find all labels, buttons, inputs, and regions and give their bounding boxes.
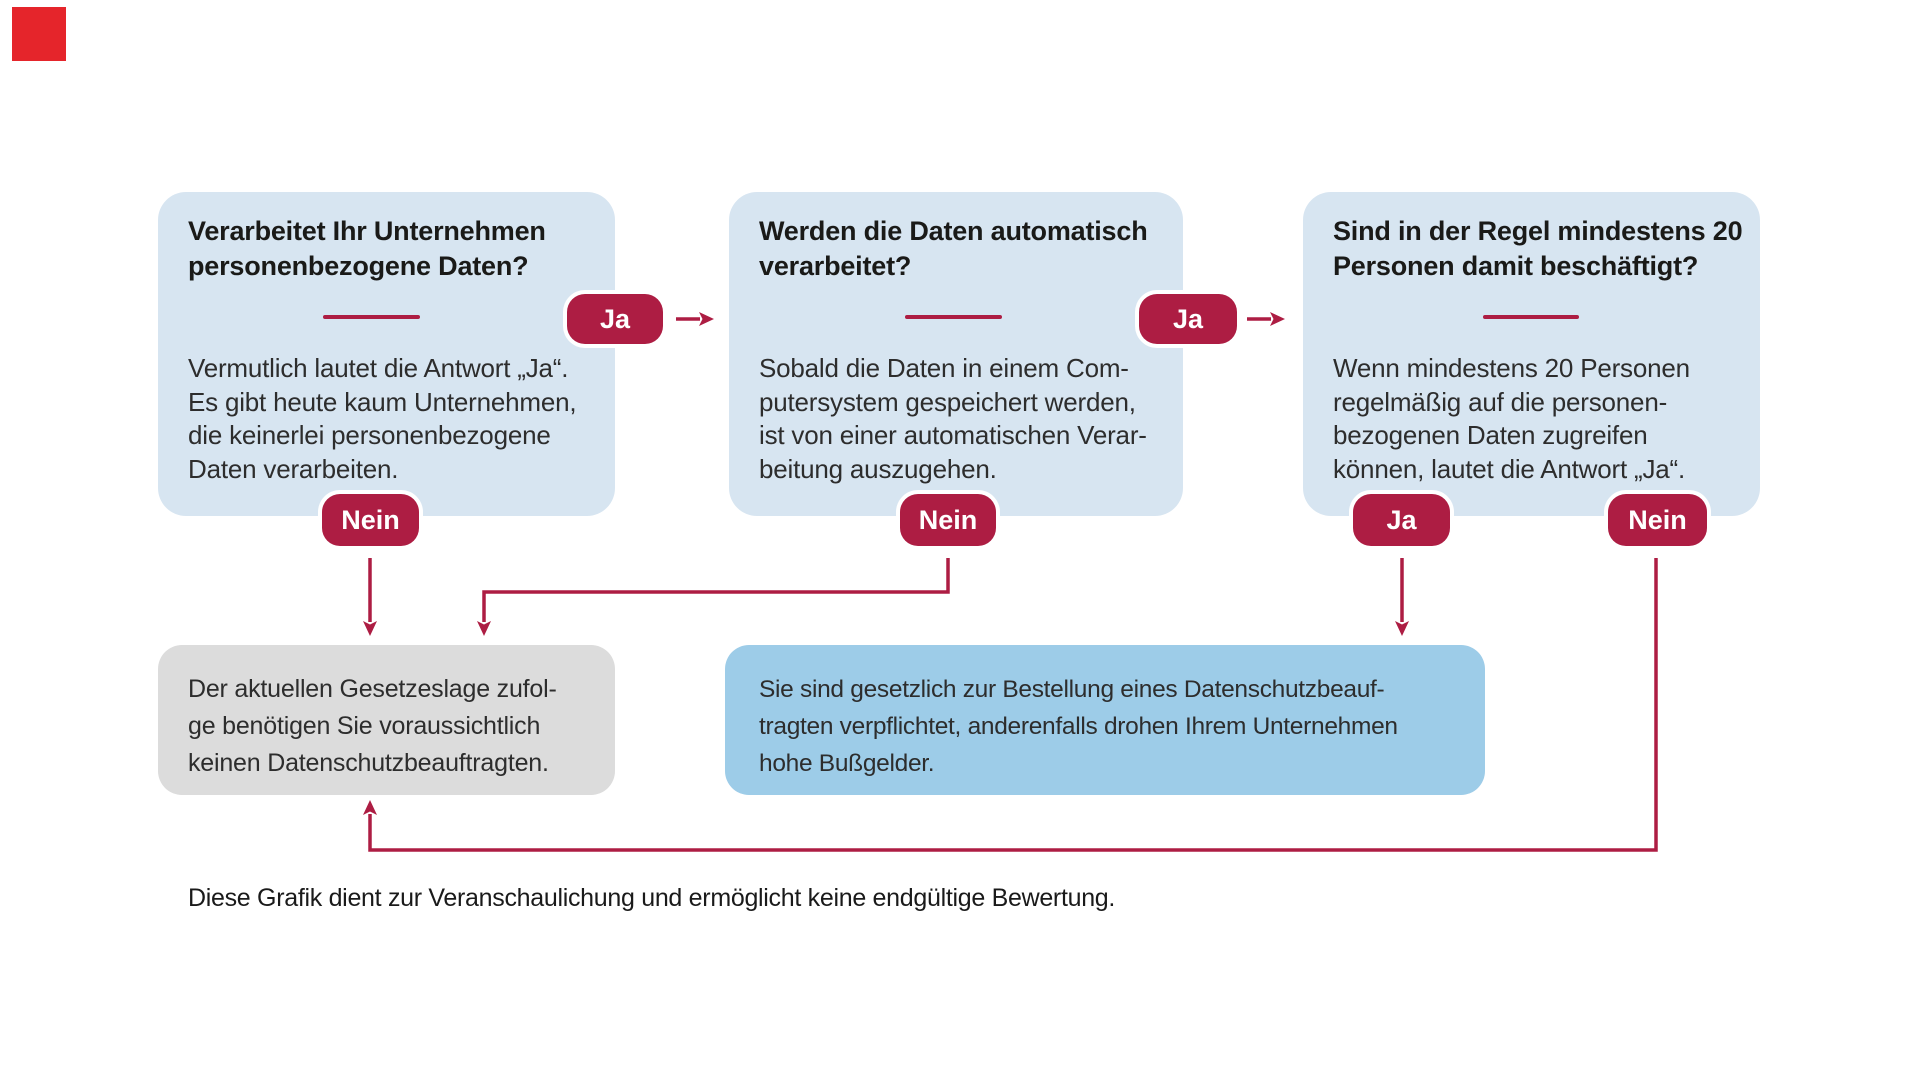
question-box-3 xyxy=(1303,192,1760,516)
result-negative-line: ge benötigen Sie voraussichtlich xyxy=(188,712,541,740)
result-positive-text xyxy=(759,671,1475,782)
question-3-title-line-2: Personen damit beschäftigt? xyxy=(1333,251,1699,281)
question-1-body-line: Es gibt heute kaum Unternehmen, xyxy=(188,386,577,417)
question-1-title-line-1: Verarbeitet Ihr Unternehmen xyxy=(188,216,546,246)
question-3-body-line: können, lautet die Antwort „Ja“. xyxy=(1333,453,1686,484)
arrow-q2-nein-to-negative xyxy=(484,558,948,622)
question-2-body xyxy=(759,352,1177,486)
result-positive-line: hohe Bußgelder. xyxy=(759,750,935,777)
result-box-no-dpo-needed xyxy=(158,645,615,795)
result-negative-line: Der aktuellen Gesetzeslage zufol- xyxy=(188,675,557,703)
question-1-title xyxy=(188,214,607,284)
question-2-body-line: beitung auszugehen. xyxy=(759,453,997,484)
question-1-body xyxy=(188,352,609,486)
question-3-body-line: bezogenen Daten zugreifen xyxy=(1333,420,1648,450)
question-2-title-line-2: verarbeitet? xyxy=(759,251,912,281)
question-3-body-line: regelmäßig auf die personen- xyxy=(1333,386,1668,417)
title-divider-2 xyxy=(905,315,1002,319)
question-box-1 xyxy=(158,192,615,516)
question-2-body-line: Sobald die Daten in einem Com- xyxy=(759,353,1129,383)
result-negative-text xyxy=(188,671,605,782)
answer-pill-ja-q3: Ja xyxy=(1353,494,1450,546)
answer-pill-nein-q1: Nein xyxy=(322,494,419,546)
question-1-body-line: die keinerlei personenbezogene xyxy=(188,420,551,450)
question-3-title xyxy=(1333,214,1752,284)
title-divider-1 xyxy=(323,315,420,319)
answer-pill-nein-q2: Nein xyxy=(900,494,996,546)
answer-pill-ja-q2: Ja xyxy=(1139,294,1237,344)
result-box-dpo-required xyxy=(725,645,1485,795)
question-1-body-line: Vermutlich lautet die Antwort „Ja“. xyxy=(188,353,569,383)
answer-pill-nein-q3: Nein xyxy=(1608,494,1707,546)
question-box-2 xyxy=(729,192,1183,516)
question-2-title xyxy=(759,214,1175,284)
question-2-title-line-1: Werden die Daten automatisch xyxy=(759,216,1148,246)
result-positive-line: Sie sind gesetzlich zur Bestellung eines Datenschutzbeauf- xyxy=(759,676,1385,703)
question-2-body-line: putersystem gespeichert werden, xyxy=(759,386,1136,417)
question-2-body-line: ist von einer automatischen Verar- xyxy=(759,420,1147,450)
question-3-body-line: Wenn mindestens 20 Personen xyxy=(1333,353,1690,383)
question-1-body-line: Daten verarbeiten. xyxy=(188,453,399,484)
footnote-text: Diese Grafik dient zur Veranschaulichung und ermöglicht keine endgültige Bewertung. xyxy=(188,884,1116,912)
question-3-title-line-1: Sind in der Regel mindestens 20 xyxy=(1333,216,1743,246)
title-divider-3 xyxy=(1483,315,1579,319)
red-corner-marker xyxy=(12,7,66,61)
result-negative-line: keinen Datenschutzbeauftragten. xyxy=(188,749,549,777)
answer-pill-ja-q1: Ja xyxy=(567,294,663,344)
question-3-body xyxy=(1333,352,1754,486)
question-1-title-line-2: personenbezogene Daten? xyxy=(188,251,529,281)
result-positive-line: tragten verpflichtet, anderenfalls drohen Ihrem Unternehmen xyxy=(759,713,1398,740)
